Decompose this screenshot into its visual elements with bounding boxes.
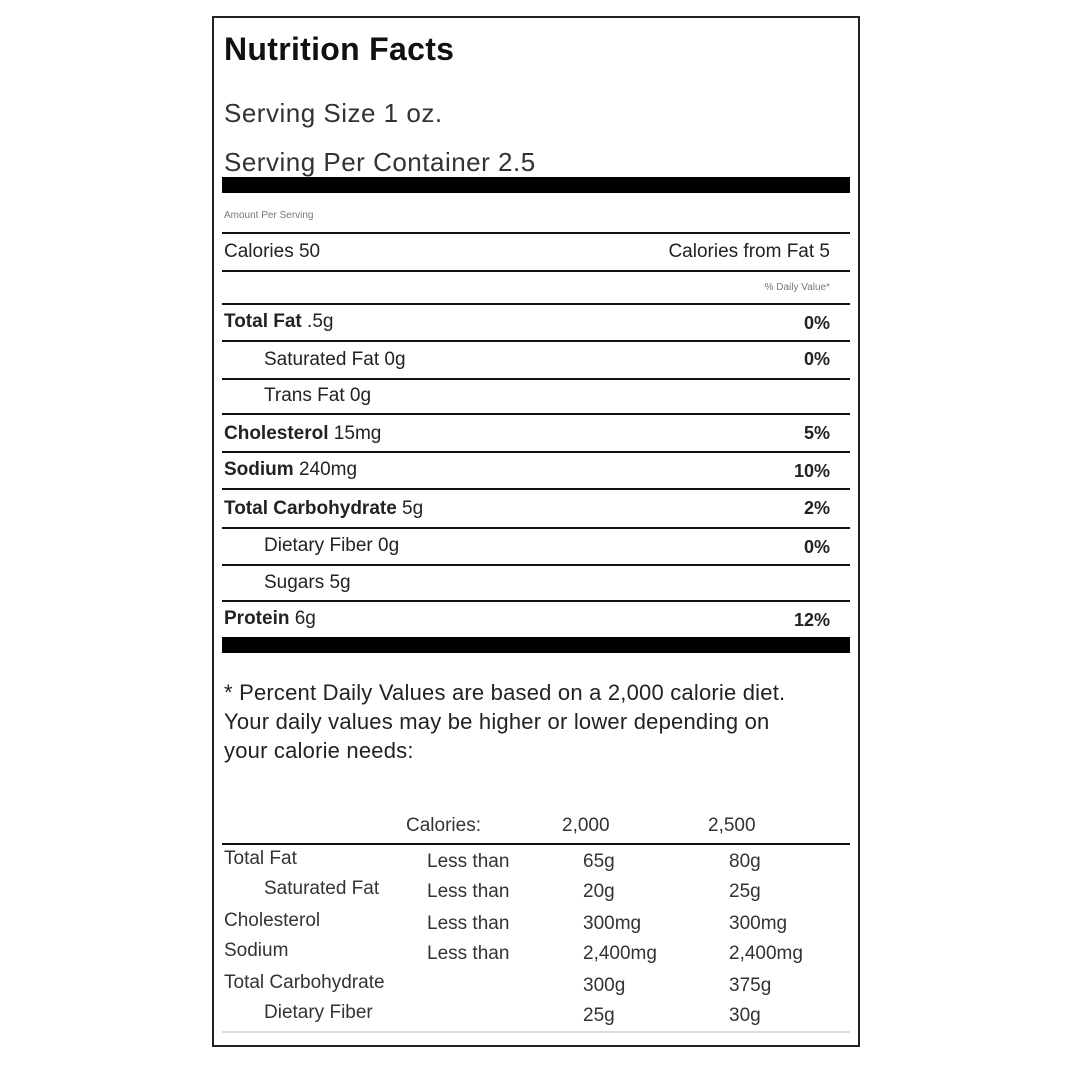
ref-qualifier-total-fat: Less than: [427, 851, 510, 872]
divider: [222, 340, 850, 342]
calories-from-fat: Calories from Fat 5: [668, 241, 830, 262]
thick-divider-top: [222, 177, 850, 193]
divider: [222, 303, 850, 305]
ref-2000-saturated-fat: 20g: [583, 881, 615, 902]
thick-divider-bottom: [222, 637, 850, 653]
nutrient-total-carbohydrate: Total Carbohydrate 5g: [224, 498, 424, 519]
divider: [222, 232, 850, 234]
ref-2500-dietary-fiber: 30g: [729, 1005, 761, 1026]
nutrient-protein: Protein 6g: [224, 608, 316, 629]
ref-2500-total-carbohydrate: 375g: [729, 975, 772, 996]
ref-2000-sodium: 2,400mg: [583, 943, 657, 964]
divider: [222, 527, 850, 529]
ref-2000-total-carbohydrate: 300g: [583, 975, 626, 996]
servings-per-container: Serving Per Container 2.5: [224, 147, 536, 177]
divider: [222, 488, 850, 490]
ref-2000-cholesterol: 300mg: [583, 913, 642, 934]
ref-2500-total-fat: 80g: [729, 851, 761, 872]
divider-faint: [222, 1031, 850, 1033]
dv-saturated-fat: 0%: [803, 349, 830, 369]
nutrient-saturated-fat: Saturated Fat 0g: [264, 349, 406, 370]
ref-header-2000: 2,000: [562, 815, 610, 836]
nutrient-dietary-fiber: Dietary Fiber 0g: [264, 535, 400, 556]
label-title: Nutrition Facts: [224, 31, 455, 67]
divider: [222, 564, 850, 566]
divider: [222, 451, 850, 453]
divider: [222, 600, 850, 602]
ref-name-sodium: Sodium: [224, 940, 289, 961]
footnote-line-2: Your daily values may be higher or lower depending on: [224, 709, 770, 734]
nutrient-sugars: Sugars 5g: [264, 572, 351, 593]
ref-2500-saturated-fat: 25g: [729, 881, 761, 902]
ref-header-calories: Calories:: [406, 815, 481, 836]
serving-size: Serving Size 1 oz.: [224, 98, 443, 128]
ref-2000-dietary-fiber: 25g: [583, 1005, 615, 1026]
ref-qualifier-sodium: Less than: [427, 943, 510, 964]
ref-2000-total-fat: 65g: [583, 851, 615, 872]
nutrient-total-fat: Total Fat .5g: [224, 311, 334, 332]
ref-qualifier-cholesterol: Less than: [427, 913, 510, 934]
ref-2500-cholesterol: 300mg: [729, 913, 788, 934]
calories: Calories 50: [224, 241, 321, 262]
ref-2500-sodium: 2,400mg: [729, 943, 803, 964]
ref-name-dietary-fiber: Dietary Fiber: [264, 1002, 373, 1023]
dv-sodium: 10%: [793, 461, 830, 481]
dv-total-carbohydrate: 2%: [803, 498, 830, 518]
ref-qualifier-saturated-fat: Less than: [427, 881, 510, 902]
nutrient-sodium: Sodium 240mg: [224, 459, 358, 480]
divider: [222, 413, 850, 415]
footnote-line-3: your calorie needs:: [224, 738, 414, 763]
divider: [222, 270, 850, 272]
nutrition-label-body: [222, 18, 850, 1045]
nutrient-cholesterol: Cholesterol 15mg: [224, 423, 382, 444]
dv-protein: 12%: [793, 610, 830, 630]
ref-name-saturated-fat: Saturated Fat: [264, 878, 380, 899]
nutrition-label: [212, 16, 860, 1047]
dv-dietary-fiber: 0%: [803, 537, 830, 557]
divider: [222, 843, 850, 845]
dv-total-fat: 0%: [803, 313, 830, 333]
dv-cholesterol: 5%: [803, 423, 830, 443]
ref-name-cholesterol: Cholesterol: [224, 910, 321, 931]
footnote-line-1: * Percent Daily Values are based on a 2,000 calorie diet.: [224, 680, 786, 705]
nutrient-trans-fat: Trans Fat 0g: [264, 385, 372, 406]
daily-value-header: % Daily Value*: [764, 282, 830, 293]
divider: [222, 378, 850, 380]
ref-name-total-fat: Total Fat: [224, 848, 297, 869]
amount-per-serving: Amount Per Serving: [224, 210, 314, 221]
ref-name-total-carbohydrate: Total Carbohydrate: [224, 972, 385, 993]
ref-header-2500: 2,500: [708, 815, 756, 836]
